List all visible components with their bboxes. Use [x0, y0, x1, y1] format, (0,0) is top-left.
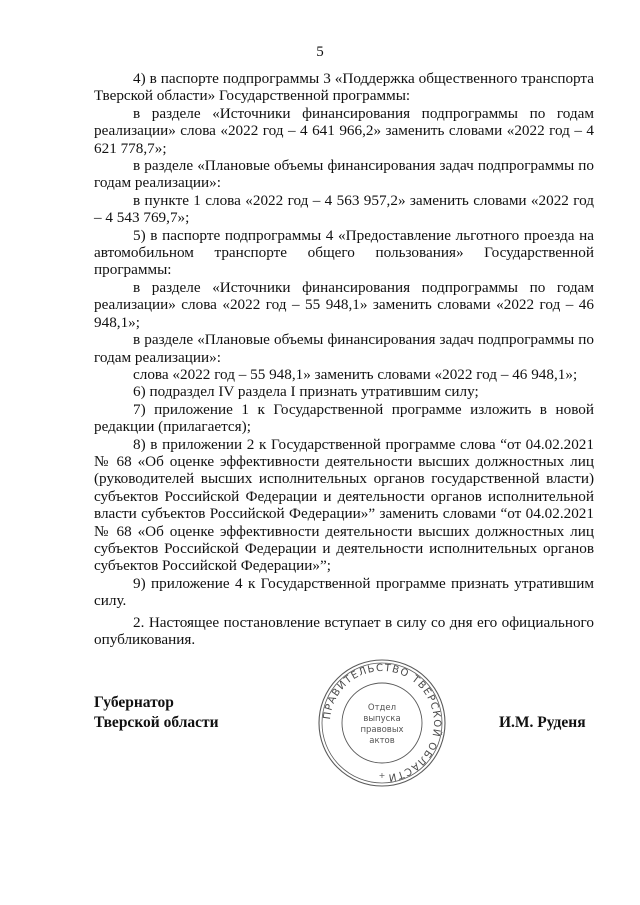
paragraph-item-7: 7) приложение 1 к Государственной программе изложить в новой редакции (прилагается);: [94, 400, 594, 436]
official-stamp: [316, 657, 448, 789]
paragraph-item-8: 8) в приложении 2 к Государственной программе слова “от 04.02.2021 № 68 «Об оценке эффективности деятельности высших должностных лиц (руководителей высших исполнительных органов государственной власти) субъектов Российской Федерации и деятельности органов исполнительной власти субъектов Российской Федерации»” заменить словами “от 04.02.2021 № 68 «Об оценке эффективности деятельности высших должностных лиц субъектов Российской Федерации и деятельности исполнительных органов субъектов Российской Федерации»”;: [94, 435, 594, 575]
stamp-ring-text: ПРАВИТЕЛЬСТВО ТВЕРСКОЙ ОБЛАСТИ: [322, 662, 443, 783]
paragraph-item-4-subprogram-3: 4) в паспорте подпрограммы 3 «Поддержка общественного транспорта Тверской области» Государственной программы:: [94, 70, 594, 105]
paragraph-item-9: 9) приложение 4 к Государственной программе признать утратившим силу.: [94, 574, 594, 610]
paragraph-item-5-subprogram-4: 5) в паспорте подпрограммы 4 «Предоставление льготного проезда на автомобильном транспорте общего пользования» Государственной программы:: [94, 226, 594, 279]
paragraph-planned-volumes-3: в разделе «Плановые объемы финансирования задач подпрограммы по годам реализации»:: [94, 157, 594, 192]
stamp-center-line-2: выпуска: [363, 714, 401, 724]
stamp-mark: +: [378, 771, 386, 780]
paragraph-words-replace: слова «2022 год – 55 948,1» заменить словами «2022 год – 46 948,1»;: [133, 365, 578, 383]
stamp-center-line-4: актов: [369, 736, 395, 746]
stamp-center-line-3: правовых: [360, 725, 404, 735]
paragraph-sources-financing-3: в разделе «Источники финансирования подпрограммы по годам реализации» слова «2022 год – 4 641 966,2» заменить словами «2022 год – 4 621 778,7»;: [94, 104, 594, 157]
paragraph-clause-2: 2. Настоящее постановление вступает в силу со дня его официального опубликования.: [94, 613, 594, 648]
paragraph-sources-financing-4: в разделе «Источники финансирования подпрограммы по годам реализации» слова «2022 год – 55 948,1» заменить словами «2022 год – 46 948,1»;: [94, 278, 594, 331]
paragraph-item-6: 6) подраздел IV раздела I признать утратившим силу;: [133, 383, 479, 401]
signatory-name: И.М. Руденя: [499, 714, 586, 731]
page-number: 5: [316, 44, 324, 60]
document-body: [94, 70, 594, 648]
paragraph-point-1: в пункте 1 слова «2022 год – 4 563 957,2» заменить словами «2022 год – 4 543 769,7»;: [94, 191, 594, 227]
signatory-title-line2: Тверской области: [94, 714, 219, 731]
signatory-title-line1: Губернатор: [94, 694, 174, 711]
stamp-center-line-1: Отдел: [367, 703, 397, 713]
signatory-title: [94, 693, 219, 733]
paragraph-planned-volumes-4: в разделе «Плановые объемы финансирования задач подпрограммы по годам реализации»:: [94, 331, 594, 366]
